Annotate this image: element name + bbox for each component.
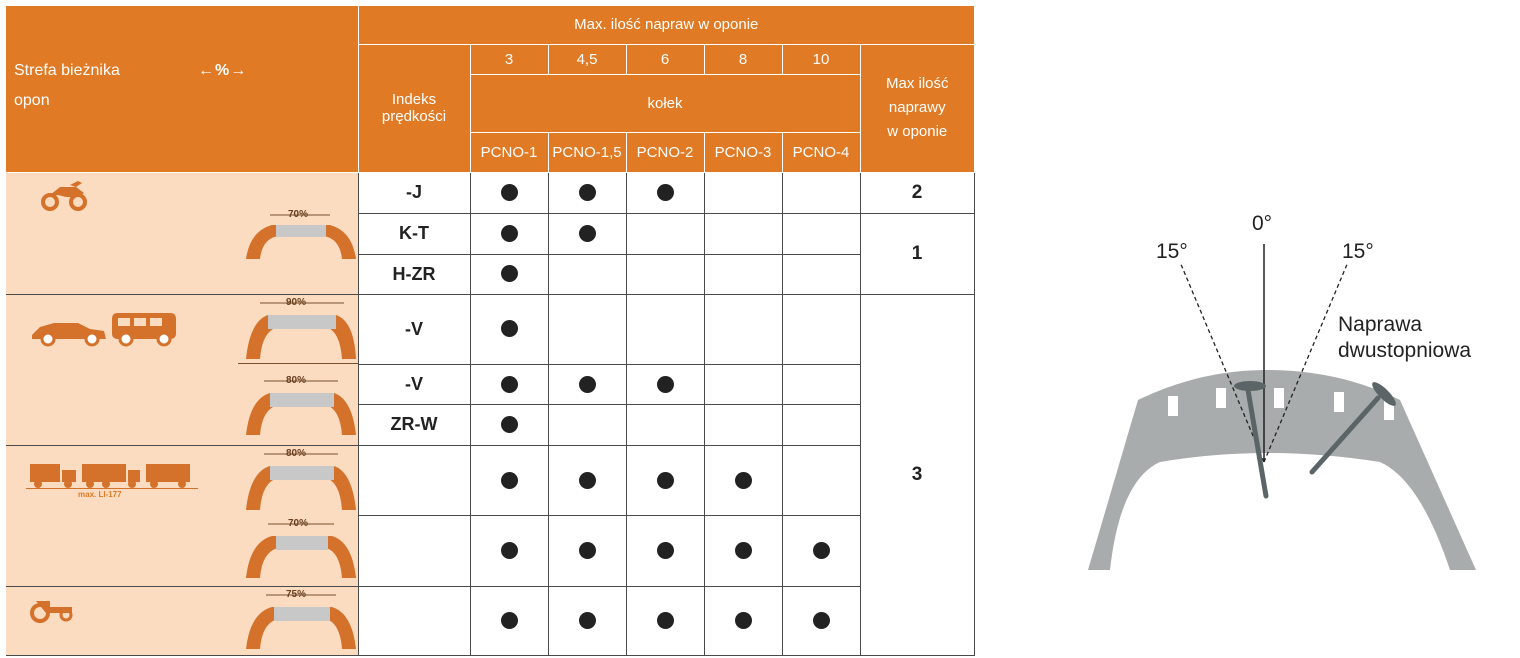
repair-table [6,6,975,656]
max-col-line3: w oponie [887,123,948,140]
speed-index-line2: prędkości [381,108,447,125]
dot-cell [782,364,860,404]
dot-cell [626,364,704,404]
max-col-line1: Max ilość [886,75,949,92]
repair-dot [501,472,518,489]
tread-zone-label [14,56,120,116]
dot-cell [704,445,782,516]
tread-percent: 70% [288,208,309,220]
angle-center-label: 0° [1252,212,1273,235]
category-motorcycle [6,172,358,294]
dot-cell [626,254,704,294]
dot-cell [704,254,782,294]
angle-right-label: 15° [1342,240,1374,263]
dot-cell [470,586,548,655]
tire-profile-icon [6,173,358,294]
speed-index [358,516,470,587]
repair-dot [501,320,518,337]
speed-index: K-T [358,213,470,254]
plug-code: PCNO-1 [470,132,548,172]
repair-angle-diagram [1080,200,1520,580]
dot-cell [470,294,548,364]
plug-size: 10 [782,44,860,74]
speed-index [358,586,470,655]
repair-dot [813,612,830,629]
repair-dot [579,612,596,629]
repair-dot [657,376,674,393]
repair-dot [657,184,674,201]
dot-cell [470,445,548,516]
dot-cell [704,586,782,655]
repair-label-line1: Naprawa [1338,313,1423,336]
two-stage-repair-label [1338,312,1471,364]
repair-dot [501,225,518,242]
tread-zone-line2: opon [14,92,50,109]
dot-cell [548,445,626,516]
dot-cell [626,445,704,516]
category-car [6,294,358,445]
repair-dot [735,612,752,629]
dot-cell [548,294,626,364]
dot-cell [470,364,548,404]
repair-dot [579,184,596,201]
max-repairs-title: Max. ilość napraw w oponie [358,6,974,44]
tread-percent: 90% [286,296,307,308]
angle-left-label: 15° [1156,240,1188,263]
tread-percent: 70% [288,517,309,529]
dot-cell [470,405,548,445]
plug-code: PCNO-4 [782,132,860,172]
max-repairs-value: 3 [860,294,974,655]
repair-dot [813,542,830,559]
repair-dot [579,542,596,559]
dot-cell [782,445,860,516]
dot-cell [626,213,704,254]
speed-index: -J [358,172,470,213]
dot-cell [782,213,860,254]
dot-cell [704,405,782,445]
dot-cell [626,172,704,213]
dot-cell [782,516,860,587]
tread-percent: 80% [286,374,307,386]
plug-size: 4,5 [548,44,626,74]
dot-cell [782,254,860,294]
tire-cross-section-icon [1080,200,1520,580]
load-index-note: max. LI-177 [78,489,122,499]
dot-cell [548,213,626,254]
dot-cell [470,516,548,587]
repair-dot [735,542,752,559]
tread-percent: 75% [286,588,307,600]
plug-size: 8 [704,44,782,74]
repair-dot [501,265,518,282]
dot-cell [782,405,860,445]
repair-dot [579,472,596,489]
dot-cell [704,172,782,213]
dot-cell [782,172,860,213]
repair-dot [657,472,674,489]
dot-cell [470,172,548,213]
plug-size: 6 [626,44,704,74]
speed-index: -V [358,294,470,364]
max-col-line2: naprawy [888,99,946,116]
dot-cell [626,516,704,587]
dot-cell [782,586,860,655]
repair-dot [579,225,596,242]
repair-dot [501,376,518,393]
dot-cell [548,405,626,445]
dot-cell [704,364,782,404]
speed-index: H-ZR [358,254,470,294]
speed-index-header [358,44,470,172]
plug-code: PCNO-2 [626,132,704,172]
dot-cell [470,254,548,294]
dot-cell [704,213,782,254]
repair-dot [735,472,752,489]
tread-zone-line1: Strefa bieżnika [14,62,120,79]
repair-dot [501,612,518,629]
repair-dot [501,416,518,433]
plug-size: 3 [470,44,548,74]
repair-label-line2: dwustopniowa [1338,339,1472,362]
speed-index [358,445,470,516]
dot-cell [626,586,704,655]
plug-label: kołek [470,74,860,132]
max-repairs-value: 2 [860,172,974,213]
repair-dot [501,542,518,559]
category-truck [6,445,358,586]
tire-profile-icon [6,295,358,445]
repair-dot [501,184,518,201]
plug-code: PCNO-3 [704,132,782,172]
tread-percent: 80% [286,447,307,459]
dot-cell [548,254,626,294]
dot-cell [704,516,782,587]
dot-cell [548,516,626,587]
repair-table-container [6,6,974,656]
repair-dot [579,376,596,393]
tread-zone-header [6,6,358,172]
repair-dot [657,542,674,559]
width-arrows-icon: ←%→ [198,62,248,79]
category-tractor [6,586,358,655]
dot-cell [548,172,626,213]
dot-cell [782,294,860,364]
speed-index: ZR-W [358,405,470,445]
plug-code: PCNO-1,5 [548,132,626,172]
dot-cell [548,586,626,655]
dot-cell [548,364,626,404]
max-repairs-value: 1 [860,213,974,294]
tire-profile-icon [6,446,358,586]
dot-cell [704,294,782,364]
max-repairs-header [860,44,974,172]
repair-dot [657,612,674,629]
dot-cell [626,405,704,445]
dot-cell [470,213,548,254]
dot-cell [626,294,704,364]
speed-index: -V [358,364,470,404]
speed-index-line1: Indeks [391,91,437,108]
